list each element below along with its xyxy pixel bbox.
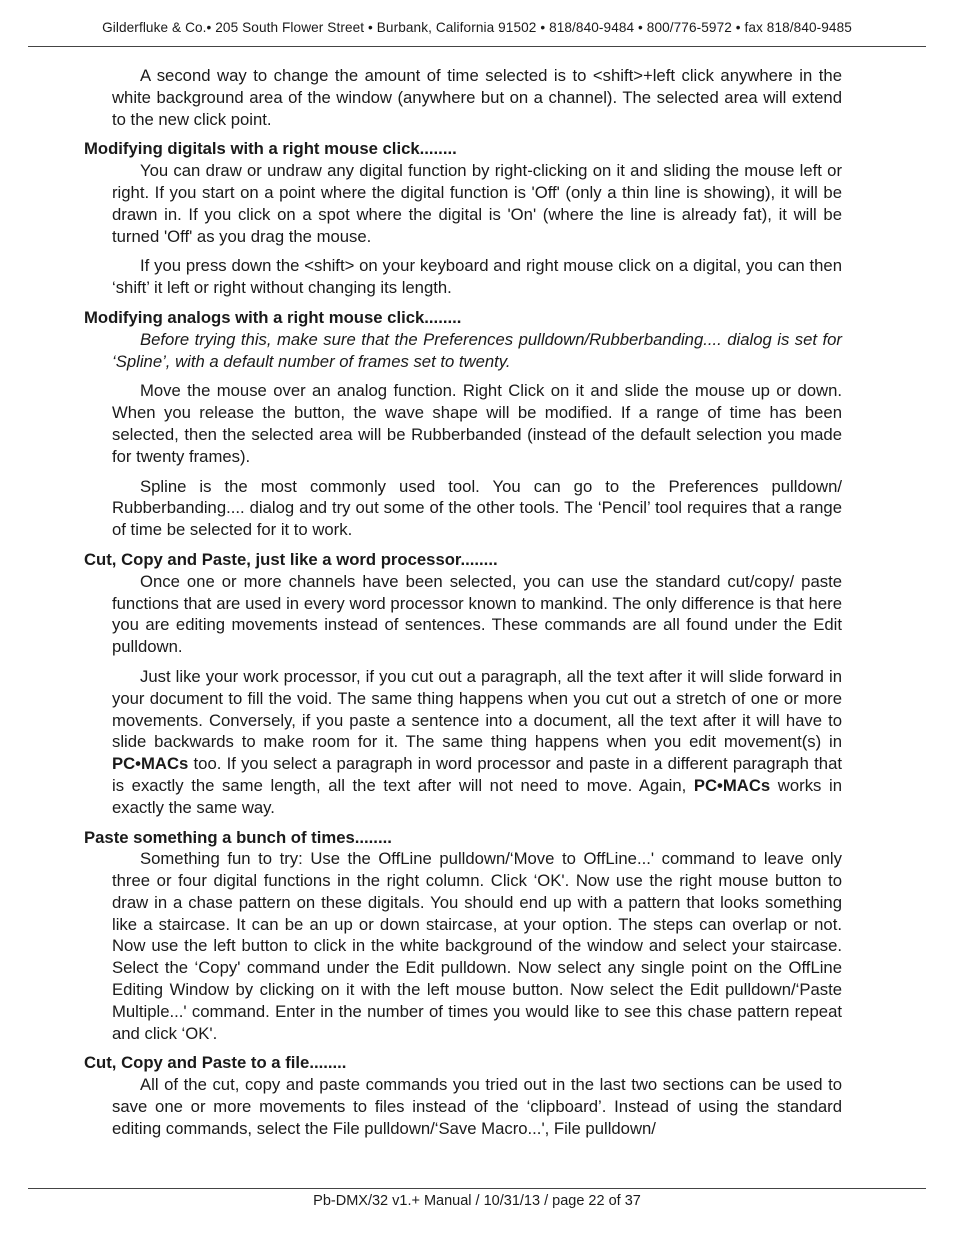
heading-paste-multiple: Paste something a bunch of times........: [84, 827, 392, 847]
paragraph-cutcopy-2: [84, 666, 842, 819]
paragraph-intro: A second way to change the amount of time selected is to <shift>+left click anywhere in the white background area of the window (anywhere but on a channel). The selected area will extend to the new click point.: [112, 66, 842, 129]
heading-cut-copy-paste: Cut, Copy and Paste, just like a word processor........: [84, 549, 498, 569]
heading-cut-copy-paste-file: Cut, Copy and Paste to a file........: [84, 1053, 347, 1073]
brand-name: PC•MACs: [112, 754, 189, 774]
footer-rule: [28, 1188, 926, 1189]
brand-name: PC•MACs: [693, 775, 771, 795]
text-run: too. If you select a paragraph in word processor and paste in a different paragraph that is exactly the same length, all the text after will not need to move. Again,: [112, 754, 842, 795]
header-rule: [28, 46, 926, 47]
heading-modifying-analogs: Modifying analogs with a right mouse click........: [84, 307, 462, 327]
paragraph-file: All of the cut, copy and paste commands you tried out in the last two sections can be used to save one or more movements to files instead of the ‘clipboard’. Instead of using the standard editing commands, select the File pulldown/‘Save Macro...', File pulldown/: [112, 1075, 842, 1138]
paragraph-paste: Something fun to try: Use the OffLine pulldown/‘Move to OffLine...' command to leave only three or four digital functions in the right column. Click ‘OK'. Now use the right mouse button to draw in a chase pattern on these digitals. You should end up with a pattern that looks something like a staircase. It can be an up or down staircase, at your option. The steps can overlap or not. Now use the left button to click in the white background of the window and select your staircase. Select the ‘Copy' command under the Edit pulldown. Now select any single point on the OffLine Editing Window by clicking on it with the left mouse button. Now select the Edit pulldown/‘Paste Multiple...' command. Enter in the number of times you would like to see this chase pattern repeat and click ‘OK'.: [112, 849, 842, 1043]
paragraph-analogs-1: Move the mouse over an analog function. Right Click on it and slide the mouse up or down. When you release the button, the wave shape will be modified. If a range of time has been selected, then the selected area will be Rubberbanded (instead of the default selection you made for twenty frames).: [112, 381, 842, 466]
page-content: [84, 65, 842, 1148]
paragraph-cutcopy-1: Once one or more channels have been selected, you can use the standard cut/copy/ paste functions that are used in every word processor known to mankind. The only difference is that here you are editing movements instead of sentences. These commands are all found under the Edit pulldown.: [112, 571, 842, 657]
text-run: Just like your work processor, if you cut out a paragraph, all the text after it will slide forward in your document to fill the void. The same thing happens when you cut out a stretch of one or more movements. Conversely, if you paste a sentence into a document, all the text after it will have to slide backwards to make room for it. The same thing happens when you edit movement(s) in: [112, 666, 842, 752]
paragraph-digitals-2: If you press down the <shift> on your keyboard and right mouse click on a digital, you can then ‘shift’ it left or right without changing its length.: [112, 256, 842, 298]
page-header: Gilderfluke & Co.• 205 South Flower Street • Burbank, California 91502 • 818/840-9484 • 800/776-5972 • fax 818/840-9485: [102, 20, 852, 35]
heading-modifying-digitals: Modifying digitals with a right mouse click........: [84, 139, 457, 159]
paragraph-analogs-note: Before trying this, make sure that the Preferences pulldown/Rubberbanding.... dialog is set for ‘Spline’, with a default number of frames set to twenty.: [112, 329, 842, 371]
paragraph-analogs-2: Spline is the most commonly used tool. You can go to the Preferences pulldown/ Rubberbanding.... dialog and try out some of the other tools. The ‘Pencil’ tool requires that a range of time be selected for it to work.: [112, 476, 842, 540]
text-run: works in exactly the same way.: [112, 775, 842, 817]
paragraph-digitals-1: You can draw or undraw any digital function by right-clicking on it and sliding the mouse left or right. If you start on a point where the digital function is 'Off' (only a thin line is showing), it will be drawn in. If you click on a spot where the digital is 'On' (where the line is already fat), it will be turned 'Off' as you drag the mouse.: [112, 161, 842, 246]
page-footer: Pb-DMX/32 v1.+ Manual / 10/31/13 / page 22 of 37: [313, 1193, 641, 1209]
